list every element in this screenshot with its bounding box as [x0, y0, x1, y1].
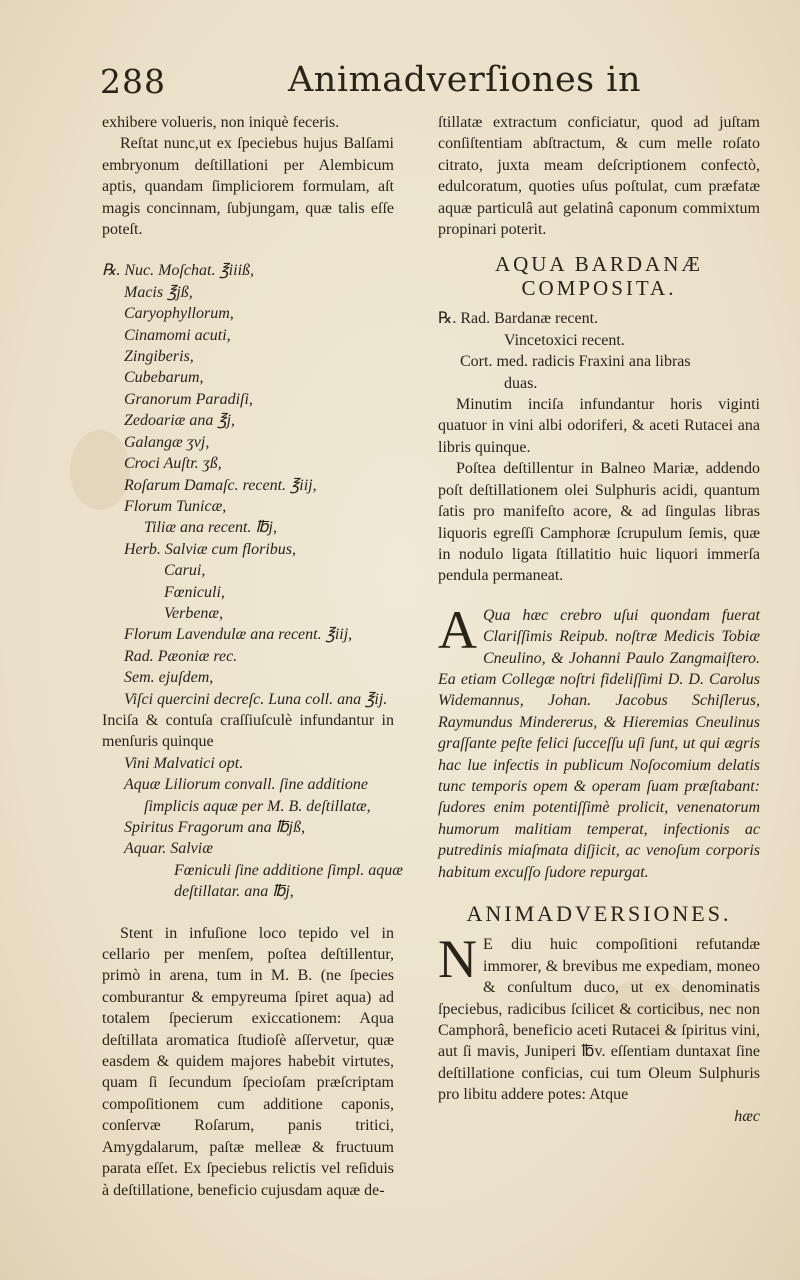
paragraph: Poſtea deſtillentur in Balneo Mariæ, addendo poſt deſtillationem olei Sulphuris acidi, quantum ſatis pro manifeſto acore, & ad ſingulas libras liquoris egreſſi Camphoræ ſcrupulum ſemis, quæ in nodulo ligata ſtillatitio huic liquori immerſa pendula permaneat. — [438, 460, 760, 585]
ingredient-line: Herb. Salviæ cum floribus, — [124, 540, 296, 558]
ingredient-line: Florum Lavendulæ ana recent. ℥iij, — [124, 626, 353, 644]
liquids-list — [102, 753, 403, 903]
section-title-line2: COMPOSITA. — [521, 276, 677, 301]
continuation-paragraph: ſtillatæ extractum conficiatur, quod ad juſtam conſiſtentiam abſtractum, & cum melle roſato citrato, juxta meam deſcriptionem confectò, edulcoratum, quoties uſus poſtulat, cum præfatæ aquæ particulâ aut gelatinâ caponum commixtum propinari poterit. — [438, 114, 760, 239]
ingredient-line: deſtillatar. ana ℔j, — [174, 883, 294, 901]
running-title: Animadverſiones in — [288, 60, 641, 100]
recipe-list — [102, 260, 394, 710]
closing-paragraph: Stent in infuſione loco tepido vel in cellario per menſem, poſtea deſtillentur, primò in arena, tum in M. B. (ne ſpecies comburantur & empyreuma ſpiret aqua) ad totalem ſpecierum exiccationem: Aqua deſtillata aromatica ſtudioſè aſſervetur, quæ easdem & quidem majores habebit virtutes, quam ſi ſecundum ſpecioſam præſcriptam compoſitionem cum additione caponis, conſervæ Roſarum, panis tritici, Amygdalarum, paſtæ melleæ & fructuum parata eſſet. Ex ſpeciebus relictis vel reſiduis à deſtillatione, beneficio cujusdam aquæ de- — [102, 924, 394, 1199]
ingredient-line: ℞. Rad. Bardanæ recent. — [438, 310, 599, 328]
ingredient-line: Rad. Pæoniæ rec. — [124, 647, 238, 665]
ingredient-line: ſimplicis aquæ per M. B. deſtillatæ, — [144, 797, 371, 815]
drop-cap: N — [438, 929, 477, 990]
ingredient-line: Carui, — [164, 562, 206, 580]
ingredient-line: Zingiberis, — [124, 348, 194, 366]
ingredient-line: Florum Tunicæ, — [124, 497, 227, 515]
ingredient-line: Verbenæ, — [164, 604, 224, 622]
drop-cap: A — [438, 599, 477, 660]
paragraph: Minutim inciſa infundantur horis viginti quatuor in vini albi odoriferi, & aceti Rutacei ana libris quinque. — [438, 396, 760, 456]
ingredient-line: Tiliæ ana recent. ℔j, — [144, 519, 277, 537]
section-title — [438, 252, 760, 300]
ingredient-line: Macis ℥jß, — [124, 283, 193, 301]
intro-paragraph: Reſtat nunc,ut ex ſpeciebus hujus Balſami embryonum deſtillationi per Alembicum aptis, quandam ſimpliciorem formulam, aſt magis concinnam, ſubjungam, quæ talis eſſe poteſt. — [102, 135, 394, 239]
page-number: 288 — [100, 62, 166, 101]
section-title-line1: AQUA BARDANÆ — [494, 252, 704, 277]
right-column — [438, 112, 760, 1127]
ingredient-line: Aquæ Liliorum convall. ſine additione — [124, 776, 368, 794]
ingredient-line: Aquar. Salviæ — [124, 840, 213, 858]
final-paragraph: E diu huic compoſitioni refutandæ immorer, & brevibus me expediam, moneo & conſultum duco, ut ex denominatis ſpeciebus, radicibus ſcilicet & corticibus, nec non Camphorâ, beneficio aceti Rutacei & ſpiritus vini, aut ſi mavis, Juniperi ℔v. eſſentiam duntaxat ſine deſtillatione conficias, cui tum Oleum Sulphuris pro libitu addere potes: Atque — [438, 936, 760, 1104]
ingredient-line: ℞. Nuc. Moſchat. ℥iiiß, — [102, 262, 255, 280]
opening-line: exhibere volueris, non iniquè feceris. — [102, 114, 340, 131]
ingredient-line: Viſci quercini decreſc. Luna coll. ana ℥ij. — [124, 690, 388, 708]
ingredient-line: Zedoariæ ana ℥j, — [124, 412, 236, 430]
final-block — [438, 929, 760, 1105]
ingredient-line: Granorum Paradiſi, — [124, 390, 253, 408]
page-header — [100, 58, 740, 108]
ingredient-line: Fœniculi ſine additione ſimpl. aquæ — [174, 861, 403, 879]
ingredient-line: Cubebarum, — [124, 369, 204, 387]
recipe-list — [438, 308, 760, 394]
ingredient-line: Spiritus Fragorum ana ℔jß, — [124, 819, 306, 836]
ingredient-line: Galangæ ʒvj, — [124, 433, 210, 451]
ingredient-line: Sem. ejuſdem, — [124, 669, 214, 687]
ingredient-line: Roſarum Damaſc. recent. ℥iij, — [124, 476, 317, 494]
ingredient-line: Cinamomi acuti, — [124, 326, 231, 344]
ingredient-line: Vini Malvatici opt. — [124, 754, 244, 772]
left-column — [102, 112, 403, 1201]
ingredient-line: Croci Auſtr. ʒß, — [124, 455, 222, 473]
catchword: hæc — [734, 1107, 760, 1125]
ingredient-line: duas. — [504, 374, 538, 392]
commentary-block — [438, 599, 760, 883]
commentary-text: Qua hæc crebro uſui quondam fuerat Clariſſimis Reipub. noſtræ Medicis Tobiæ Cneulino, & Johanni Paulo Zangmaiſtero. Ea etiam Collegæ noſtri fideliſſimi D. D. Carolus Widemannus, Johan. Jacobus Schiſlerus, Raymundus Mindererus, & Hieremias Cneulinus graſſante peſte felici ſucceſſu uſi ſunt, ut qui ægris hac lue infectis in publicum Noſocomium delatis tunc temporis opem & operam ſuam præſtabant: ſudores enim potentiſſimè prolicit, venenatorum humorum malitiam temperat, infectionis ac putredinis miaſmata diſjicit, ac venoſum corporis habitum excuſſo ſudore repurgat. — [438, 606, 760, 881]
ingredient-line: Caryophyllorum, — [124, 305, 234, 323]
ingredient-line: Vincetoxici recent. — [504, 331, 625, 349]
infusion-line: Inciſa & contuſa craſſiuſculè infundantur in menſuris quinque — [102, 711, 394, 751]
ingredient-line: Cort. med. radicis Fraxini ana libras — [460, 353, 691, 371]
animadversiones-title: ANIMADVERSIONES. — [466, 901, 732, 926]
ingredient-line: Fœniculi, — [164, 583, 225, 601]
